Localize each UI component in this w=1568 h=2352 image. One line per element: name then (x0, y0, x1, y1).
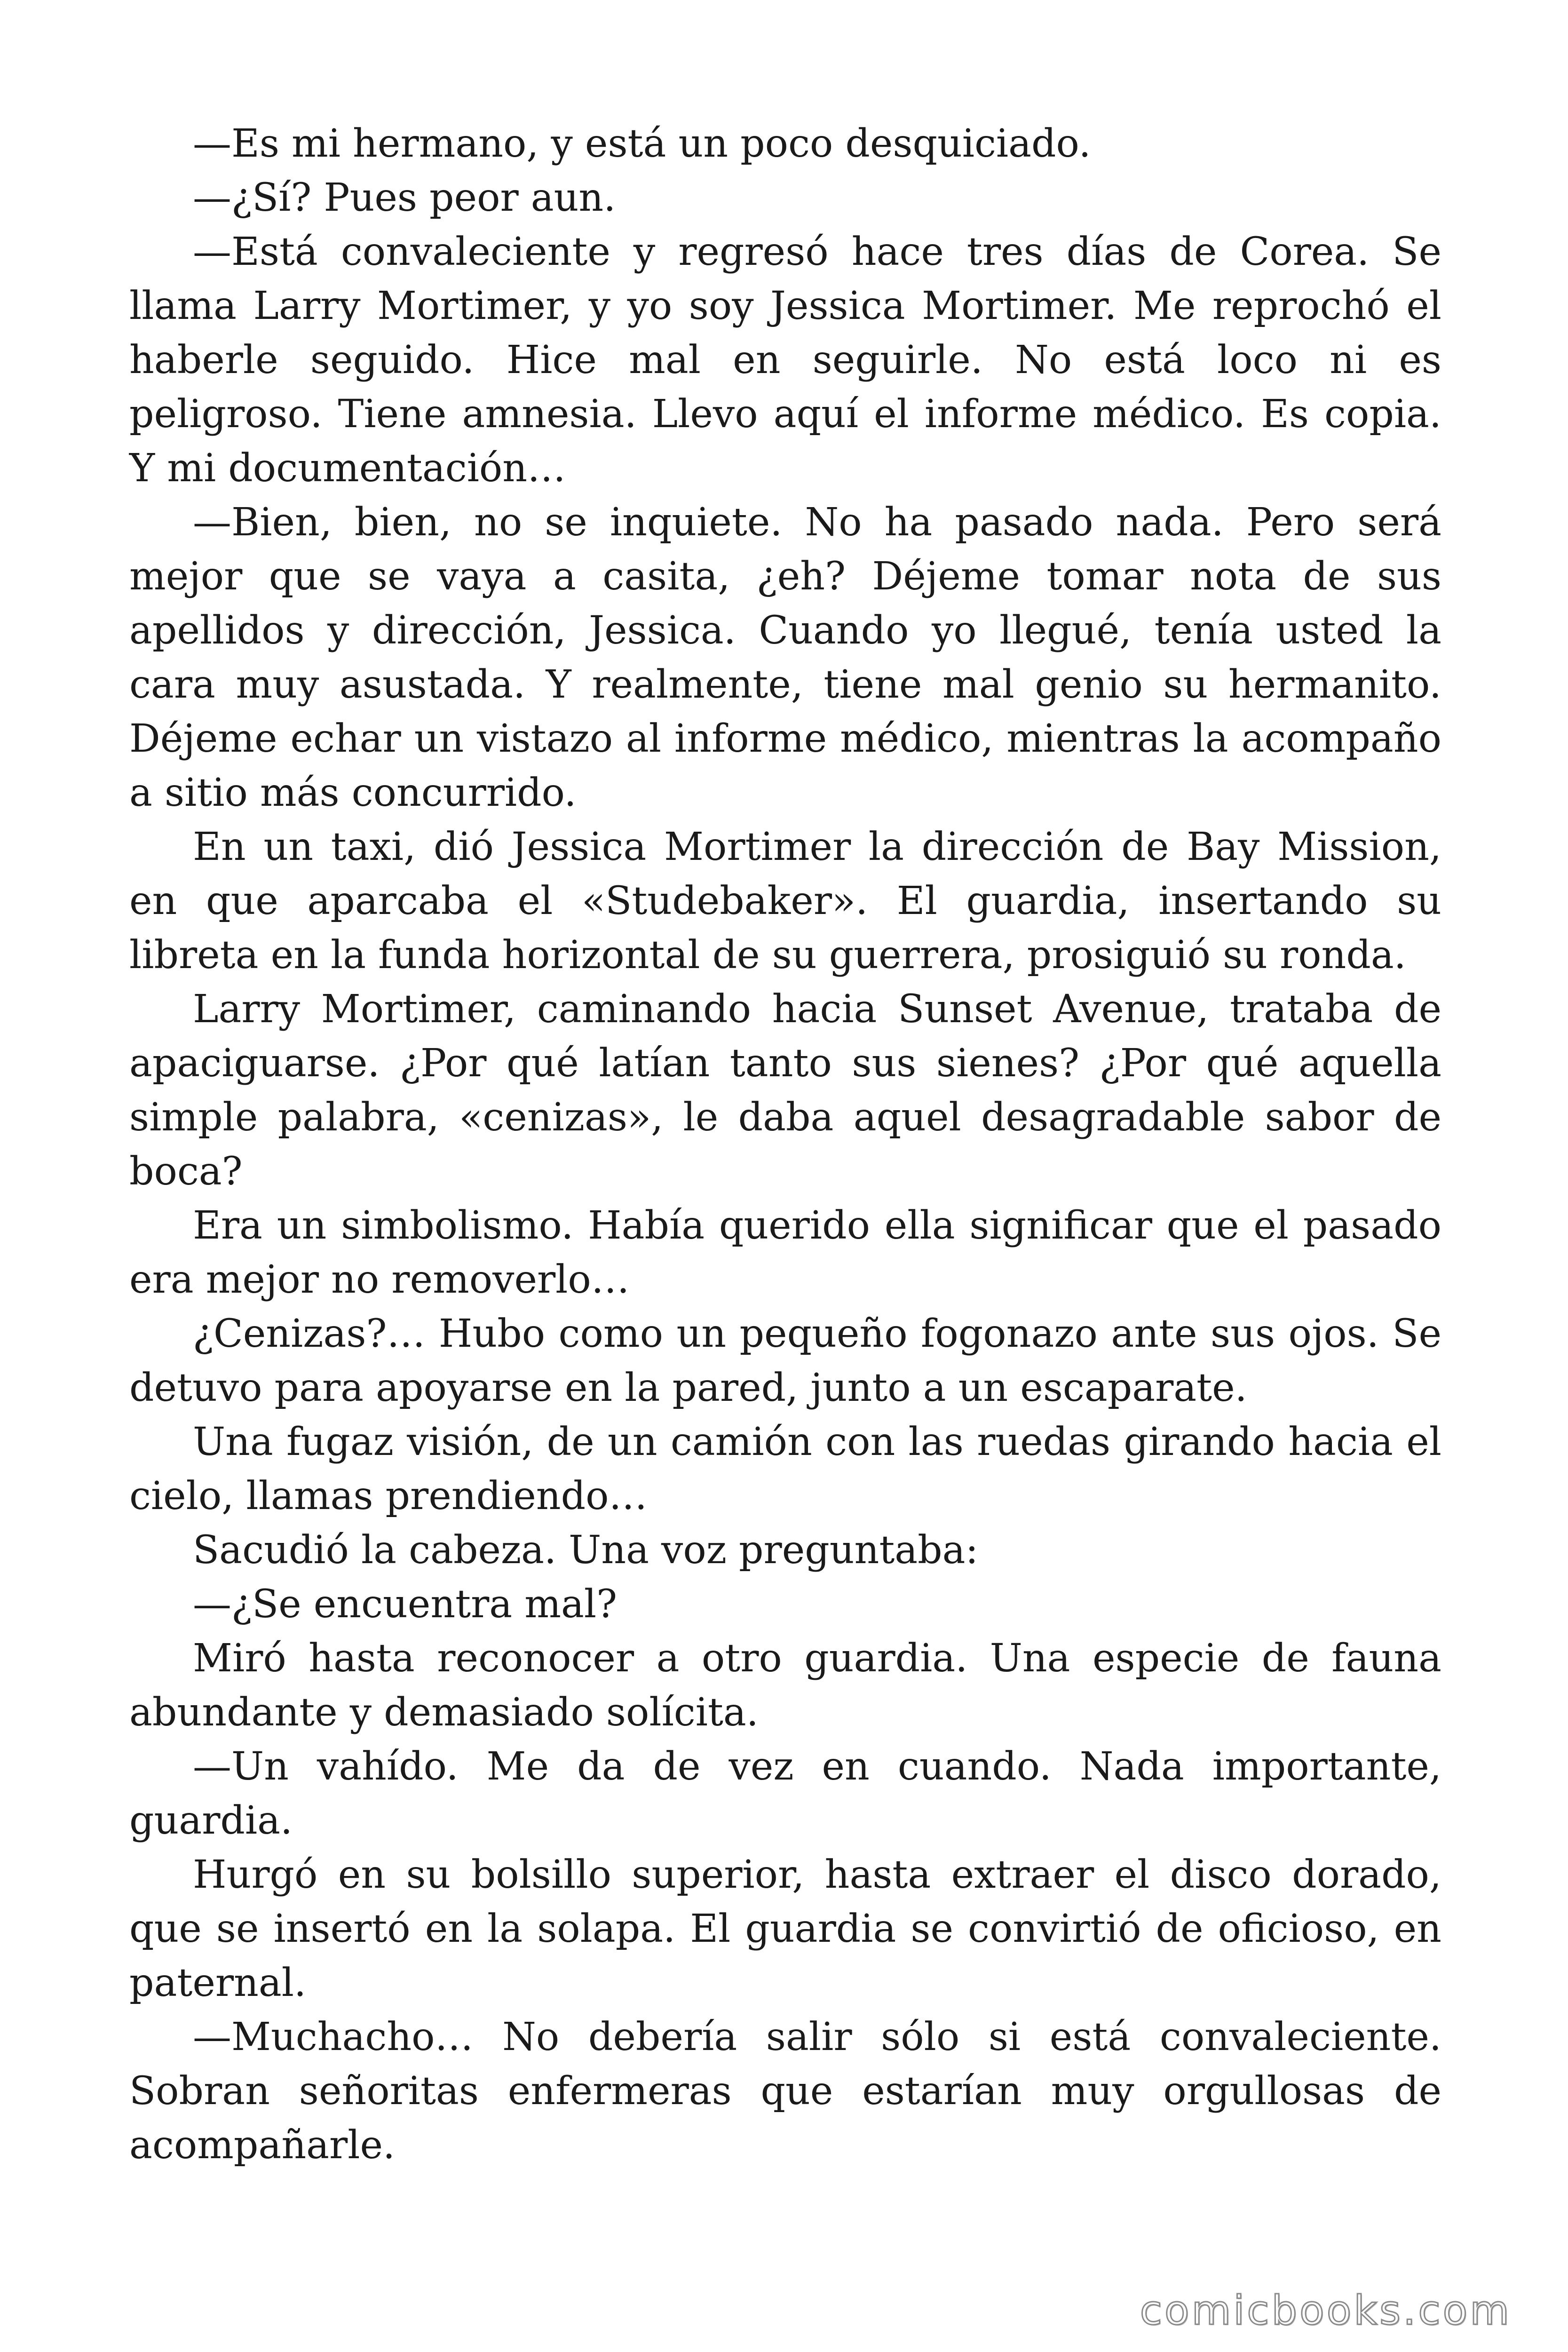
paragraph: En un taxi, dió Jessica Mortimer la dirección de Bay Mission, en que aparcaba el «Studebaker». El guardia, insertando su libreta en la funda horizontal de su guerrera, prosiguió su ronda. (129, 825, 1441, 977)
paragraph: Larry Mortimer, caminando hacia Sunset Avenue, trataba de apaciguarse. ¿Por qué latían tanto sus sienes? ¿Por qué aquella simple palabra, «cenizas», le daba aquel desagradable sabor de boca? (129, 987, 1441, 1194)
paragraph: —¿Se encuentra mal? (193, 1582, 618, 1627)
page-text (129, 117, 1441, 2172)
paragraph: Hurgó en su bolsillo superior, hasta extraer el disco dorado, que se insertó en la solapa. El guardia se convirtió de oficioso, en paternal. (129, 1852, 1441, 2005)
paragraph: —Es mi hermano, y está un poco desquiciado. (193, 121, 1091, 166)
paragraph: —Un vahído. Me da de vez en cuando. Nada importante, guardia. (129, 1744, 1441, 1843)
paragraph: —Muchacho… No debería salir sólo si está convaleciente. Sobran señoritas enfermeras que estarían muy orgullosas de acompañarle. (129, 2015, 1441, 2168)
paragraph: Una fugaz visión, de un camión con las ruedas girando hacia el cielo, llamas prendiendo… (129, 1420, 1441, 1518)
paragraph: —Está convaleciente y regresó hace tres días de Corea. Se llama Larry Mortimer, y yo soy Jessica Mortimer. Me reprochó el haberle seguido. Hice mal en seguirle. No está loco ni es peligroso. Tiene amnesia. Llevo aquí el informe médico. Es copia. Y mi documentación… (129, 230, 1441, 491)
paragraph: Sacudió la cabeza. Una voz preguntaba: (193, 1528, 979, 1573)
paragraph: Miró hasta reconocer a otro guardia. Una especie de fauna abundante y demasiado solícita. (129, 1636, 1441, 1735)
paragraph: Era un simbolismo. Había querido ella significar que el pasado era mejor no removerlo… (129, 1203, 1441, 1302)
paragraph: —Bien, bien, no se inquiete. No ha pasado nada. Pero será mejor que se vaya a casita, ¿eh? Déjeme tomar nota de sus apellidos y dirección, Jessica. Cuando yo llegué, tenía usted la cara muy asustada. Y realmente, tiene mal genio su hermanito. Déjeme echar un vistazo al informe médico, mientras la acompaño a sitio más concurrido. (129, 500, 1441, 815)
paragraph: —¿Sí? Pues peor aun. (193, 175, 616, 220)
watermark: comicbooks.com (1140, 2287, 1512, 2334)
paragraph: ¿Cenizas?… Hubo como un pequeño fogonazo ante sus ojos. Se detuvo para apoyarse en la pared, junto a un escaparate. (129, 1311, 1441, 1410)
